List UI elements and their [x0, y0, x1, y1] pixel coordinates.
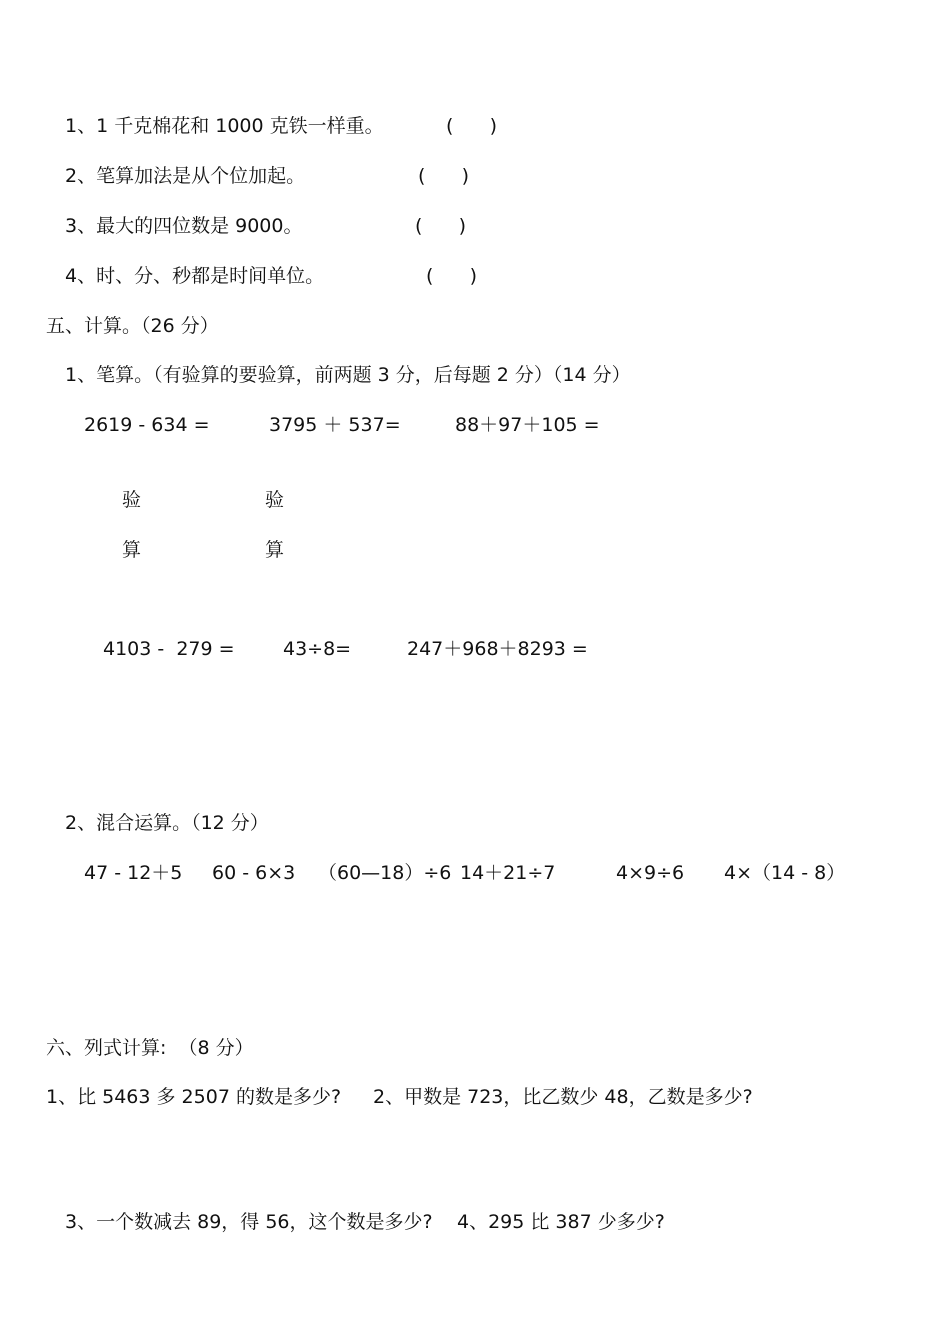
judge-item-3: 3、最大的四位数是 9000。 [65, 215, 303, 237]
judge-answer-3[interactable]: ( ) [415, 215, 467, 237]
calc-expr-4: 4103 - 279 = [103, 638, 235, 660]
mixed-expr-6: 4×（14 - 8） [724, 862, 846, 884]
judge-answer-2[interactable]: ( ) [418, 165, 470, 187]
check-label-bottom-2: 算 [265, 539, 285, 561]
part2-title: 2、混合运算。（12 分） [65, 812, 269, 834]
check-label-top-2: 验 [265, 489, 285, 511]
judge-answer-1[interactable]: ( ) [446, 115, 498, 137]
calc-expr-5: 43÷8= [283, 638, 352, 660]
section6-title: 六、列式计算: （8 分） [46, 1037, 254, 1059]
check-label-top-1: 验 [122, 489, 142, 511]
judge-item-2: 2、笔算加法是从个位加起。 [65, 165, 306, 187]
judge-answer-4[interactable]: ( ) [426, 265, 478, 287]
word-problem-2: 2、甲数是 723，比乙数少 48，乙数是多少? [373, 1086, 753, 1108]
word-problem-4: 4、295 比 387 少多少? [457, 1211, 665, 1233]
calc-expr-1: 2619 - 634 = [84, 414, 210, 436]
word-problem-1: 1、比 5463 多 2507 的数是多少? [46, 1086, 342, 1108]
judge-item-4: 4、时、分、秒都是时间单位。 [65, 265, 325, 287]
judge-item-1: 1、1 千克棉花和 1000 克铁一样重。 [65, 115, 384, 137]
mixed-expr-4: 14＋21÷7 [460, 862, 556, 884]
section5-title: 五、计算。（26 分） [46, 315, 219, 337]
mixed-expr-1: 47 - 12＋5 [84, 862, 183, 884]
part1-title: 1、笔算。（有验算的要验算，前两题 3 分，后每题 2 分）（14 分） [65, 364, 631, 386]
check-label-bottom-1: 算 [122, 539, 142, 561]
mixed-expr-3: （60—18）÷6 [318, 862, 452, 884]
mixed-expr-5: 4×9÷6 [616, 862, 685, 884]
calc-expr-3: 88＋97＋105 = [455, 414, 600, 436]
calc-expr-6: 247＋968＋8293 = [407, 638, 588, 660]
calc-expr-2: 3795 ＋ 537= [269, 414, 401, 436]
word-problem-3: 3、一个数减去 89，得 56，这个数是多少? [65, 1211, 433, 1233]
mixed-expr-2: 60 - 6×3 [212, 862, 296, 884]
